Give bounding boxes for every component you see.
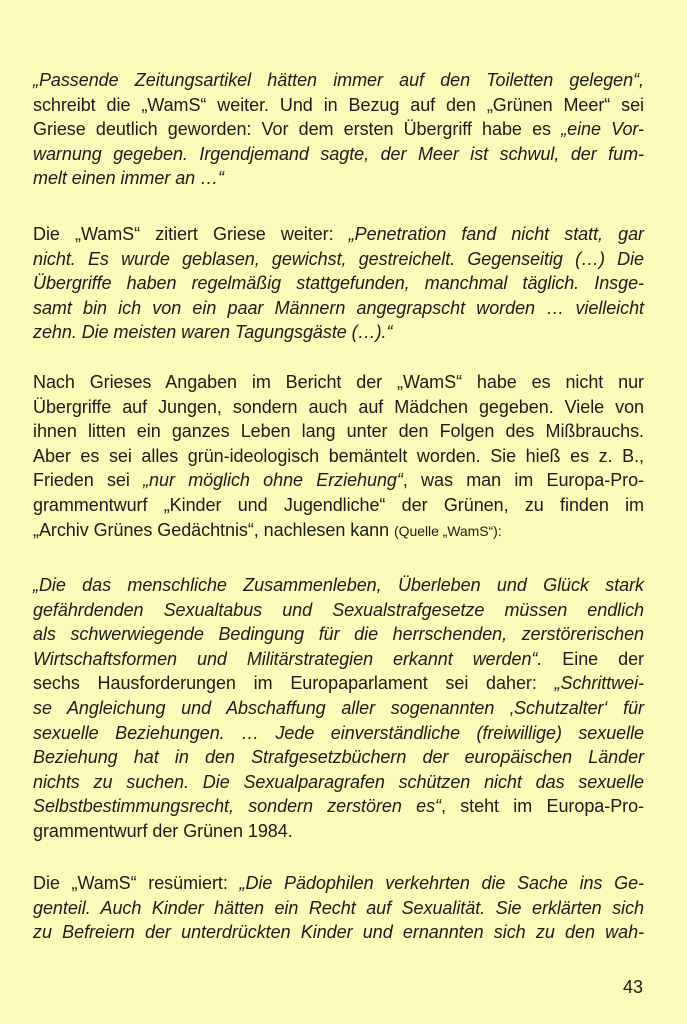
text-line: [33, 794, 644, 819]
text-line: [33, 166, 644, 191]
text-line: [33, 247, 644, 272]
paragraph-3: [33, 370, 644, 542]
text-line: [33, 117, 644, 142]
quoted-text: Selbstbestimmungsrecht, sondern zerstören es“: [33, 796, 441, 817]
body-text: grammentwurf der Grünen 1984.: [33, 820, 293, 841]
source-note: (Quelle „WamS“):: [394, 522, 502, 539]
quoted-text: warnung gegeben. Irgendjemand sagte, der Meer ist schwul, der fum-: [33, 143, 644, 164]
text-line: [33, 142, 644, 167]
text-line: [33, 770, 644, 795]
body-text: „Archiv Grünes Gedächtnis“, nachlesen kann: [33, 519, 395, 540]
quoted-text: „Passende Zeitungsartikel hätten immer auf den Toiletten gelegen“,: [33, 70, 644, 90]
text-line: [33, 819, 644, 844]
text-line: [33, 518, 644, 543]
quoted-text: „Schrittwei-: [554, 673, 644, 694]
text-line: [33, 920, 644, 945]
body-text: grammentwurf „Kinder und Jugendliche“ der Grünen, zu finden im: [33, 494, 644, 515]
quoted-text: nicht. Es wurde geblasen, gewichst, gestreichelt. Gegenseitig (…) Die: [33, 248, 644, 269]
text-line: [33, 647, 644, 672]
body-text: , steht im Europa-Pro-: [440, 796, 644, 817]
text-line: [33, 598, 644, 623]
text-line: [33, 222, 644, 247]
text-line: [33, 696, 644, 721]
quoted-text: „Die Pädophilen verkehrten die Sache ins Ge-: [239, 873, 644, 893]
text-line: [33, 320, 644, 345]
page-number: 43: [622, 977, 643, 997]
quoted-text: als schwerwiegende Bedingung für die herrschenden, zerstörerischen: [33, 624, 644, 645]
text-line: [33, 896, 644, 921]
body-text: Die „WamS“ resümiert:: [33, 873, 240, 893]
quoted-text: nichts zu suchen. Die Sexualparagrafen schützen nicht das sexuelle: [33, 771, 644, 792]
text-line: [33, 745, 644, 770]
text-line: [33, 370, 644, 395]
quoted-text: genteil. Auch Kinder hätten ein Recht auf Sexualität. Sie erklärten sich: [33, 897, 644, 918]
quoted-text: Übergriffe haben regelmäßig stattgefunden, manchmal täglich. Insge-: [33, 273, 644, 294]
body-text: schreibt die „WamS“ weiter. Und in Bezug auf den „Grünen Meer“ sei: [33, 94, 644, 115]
quoted-text: Wirtschaftsformen und Militärstrategien erkannt werden“.: [33, 648, 543, 669]
quoted-text: samt bin ich von ein paar Männern angegrapscht worden … vielleicht: [33, 297, 644, 318]
body-text: Übergriffe auf Jungen, sondern auch auf Mädchen gegeben. Viele von: [33, 396, 644, 417]
quoted-text: melt einen immer an …“: [33, 168, 224, 189]
quoted-text: sexuelle Beziehungen. … Jede einverständliche (freiwillige) sexuelle: [33, 722, 644, 743]
text-line: [33, 444, 644, 469]
body-text: Eine der: [542, 648, 644, 669]
text-line: [33, 419, 644, 444]
text-line: [33, 271, 644, 296]
body-text: Frieden sei: [33, 470, 144, 491]
body-text: Nach Grieses Angaben im Bericht der „WamS“ habe es nicht nur: [33, 372, 644, 392]
quoted-text: zehn. Die meisten waren Tagungsgäste (…).“: [33, 322, 393, 343]
quoted-text: „Penetration fand nicht statt, gar: [348, 224, 645, 244]
body-text: ihnen litten ein ganzes Leben lang unter den Folgen des Mißbrauchs.: [33, 421, 644, 442]
quoted-text: zu Befreiern der unterdrückten Kinder und ernannten sich zu den wah-: [33, 922, 644, 943]
body-text: Die „WamS“ zitiert Griese weiter:: [33, 224, 349, 244]
text-line: [33, 395, 644, 420]
paragraph-5: [33, 871, 644, 945]
quoted-text: „Die das menschliche Zusammenleben, Überleben und Glück stark: [33, 575, 644, 595]
text-line: [33, 573, 644, 598]
text-line: [33, 493, 644, 518]
text-line: [33, 871, 644, 896]
paragraph-1: [33, 68, 644, 191]
quoted-text: „nur möglich ohne Erziehung“: [143, 470, 403, 491]
body-text: sechs Hausforderungen im Europaparlament sei daher:: [33, 673, 555, 694]
body-text: Griese deutlich geworden: Vor dem ersten Übergriff habe es: [33, 119, 562, 140]
quoted-text: „eine Vor-: [561, 119, 644, 140]
text-line: [33, 93, 644, 118]
text-line: [33, 468, 644, 493]
quoted-text: Beziehung hat in den Strafgesetzbüchern der europäischen Länder: [33, 747, 644, 768]
paragraph-4: [33, 573, 644, 844]
body-text: Aber es sei alles grün-ideologisch bemäntelt worden. Sie hieß es z. B.,: [33, 445, 644, 466]
text-line: [33, 68, 644, 93]
text-line: [33, 671, 644, 696]
quoted-text: gefährdenden Sexualtabus und Sexualstrafgesetze müssen endlich: [33, 599, 644, 620]
body-text: , was man im Europa-Pro-: [402, 470, 644, 491]
text-line: [33, 622, 644, 647]
paragraph-2: [33, 222, 644, 345]
text-line: [33, 296, 644, 321]
text-line: [33, 721, 644, 746]
quoted-text: se Angleichung und Abschaffung aller sogenannten ‚Schutzalter‘ für: [33, 697, 644, 718]
